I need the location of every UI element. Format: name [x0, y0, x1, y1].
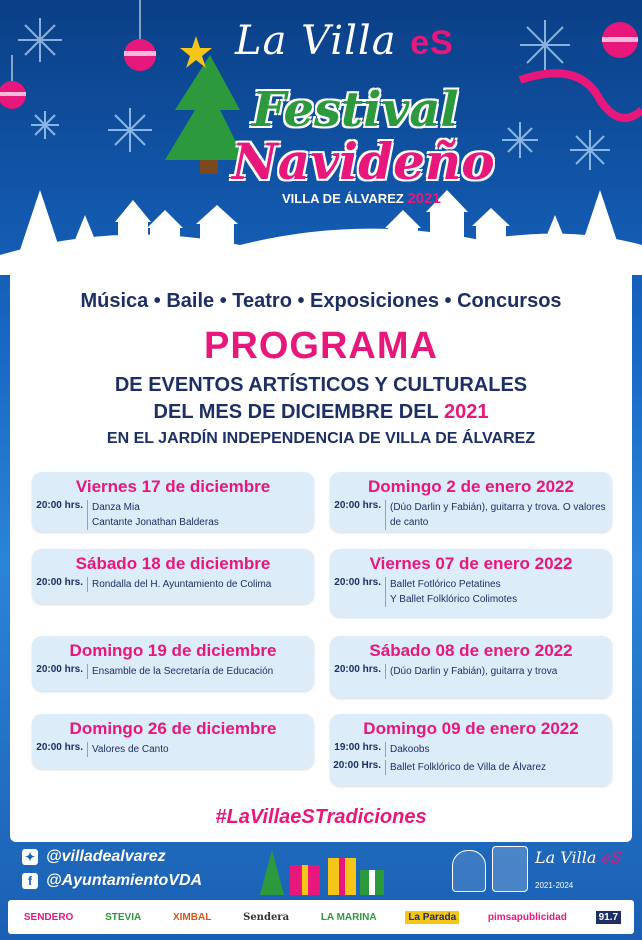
facebook-link[interactable]: [22, 872, 202, 890]
sponsor-logo: LA MARINA: [320, 911, 377, 923]
sponsor-logo: Sendera: [243, 911, 290, 923]
hashtag: #LaVillaeSTradiciones: [215, 806, 427, 828]
sponsor-logo: 91.7: [596, 911, 621, 924]
event-time: 20:00 hrs.: [36, 664, 83, 675]
event-card: [330, 472, 612, 532]
brand-logo: [235, 18, 454, 64]
sponsor-logo: SENDERO: [23, 911, 74, 923]
subtitle-2-text: DEL MES DE DICIEMBRE DEL: [153, 401, 439, 423]
footer-logo-es: eS: [601, 848, 622, 867]
event-act: Ballet Fotlórico Petatines: [390, 579, 501, 590]
festival-title-line2: Navideño: [232, 132, 495, 191]
event-act: Ballet Folklórico de Villa de Álvarez: [390, 762, 547, 773]
festival-year: 2021: [407, 190, 441, 207]
event-row: [330, 760, 612, 775]
event-time: 20:00 hrs.: [334, 664, 381, 675]
event-time: 20:00 hrs.: [36, 500, 83, 511]
event-card: [32, 636, 314, 691]
sponsor-logo: STEVIA: [105, 911, 142, 923]
twitter-link[interactable]: [22, 848, 166, 866]
event-row: [32, 577, 314, 592]
twitter-icon: ✦: [22, 849, 38, 865]
event-date: Viernes 07 de enero 2022: [369, 554, 573, 573]
villa-emblem: [492, 846, 528, 892]
footer-logo-period: 2021-2024: [535, 881, 574, 890]
program-subtitle-2: [0, 401, 642, 424]
footer-logo-text: La Villa: [535, 848, 597, 867]
brand-text: La Villa: [235, 18, 397, 64]
program-subtitle-3: EN EL JARDÍN INDEPENDENCIA DE VILLA DE ÁLVAREZ: [106, 430, 536, 447]
event-act: (Dúo Darlin y Fabián), guitarra y trova. O valores de canto: [390, 502, 606, 528]
sponsors-bar: [8, 900, 634, 934]
municipal-emblem: [452, 850, 486, 892]
footer-logo: [535, 848, 622, 890]
event-time: 20:00 hrs.: [334, 500, 381, 511]
event-card: [32, 714, 314, 769]
festival-title-line1: Festival: [252, 82, 459, 138]
categories: Música • Baile • Teatro • Exposiciones • Concursos: [80, 290, 562, 312]
brand-es: eS: [410, 24, 454, 62]
event-row: [32, 664, 314, 679]
event-card: [330, 549, 612, 617]
event-date: Domingo 2 de enero 2022: [368, 477, 574, 496]
event-row: [330, 664, 612, 679]
sponsor-logo: La Parada: [405, 911, 459, 924]
facebook-icon: f: [22, 873, 38, 889]
event-act: Ensamble de la Secretaría de Educación: [92, 666, 274, 677]
event-card: [330, 714, 612, 786]
festival-location: [282, 190, 441, 207]
event-row: [330, 577, 612, 607]
twitter-handle: @villadealvarez: [46, 848, 166, 865]
event-row: [32, 500, 314, 530]
event-time: 20:00 hrs.: [36, 577, 83, 588]
event-date: Viernes 17 de diciembre: [75, 477, 271, 496]
sponsor-logo: pimsapublicidad: [487, 911, 567, 923]
event-card: [32, 549, 314, 604]
event-act: Rondalla del H. Ayuntamiento de Colima: [92, 579, 272, 590]
event-date: Domingo 19 de diciembre: [69, 641, 277, 660]
event-act: Valores de Canto: [92, 744, 169, 755]
event-time: 19:00 hrs.: [334, 742, 381, 753]
gifts-decoration: [250, 840, 400, 900]
event-card: [330, 636, 612, 698]
facebook-handle: @AyuntamientoVDA: [46, 872, 203, 889]
event-date: Domingo 09 de enero 2022: [363, 719, 579, 738]
event-act: Cantante Jonathan Balderas: [92, 517, 219, 528]
event-date: Sábado 08 de enero 2022: [369, 641, 573, 660]
event-act: Y Ballet Folklórico Colimotes: [390, 594, 518, 605]
event-time: 20:00 Hrs.: [333, 760, 381, 771]
location-text: VILLA DE ÁLVAREZ: [282, 191, 404, 206]
event-row: [32, 742, 314, 757]
event-date: Sábado 18 de diciembre: [75, 554, 271, 573]
event-act: Dakoobs: [390, 744, 430, 755]
event-act: Danza Mia: [92, 502, 140, 513]
event-date: Domingo 26 de diciembre: [69, 719, 277, 738]
event-row: [330, 742, 612, 757]
subtitle-2-year: 2021: [443, 401, 489, 423]
sponsor-logo: XIMBAL: [172, 911, 212, 923]
program-subtitle-1: DE EVENTOS ARTÍSTICOS Y CULTURALES: [114, 374, 528, 396]
event-time: 20:00 hrs.: [36, 742, 83, 753]
event-time: 20:00 hrs.: [334, 577, 381, 588]
event-row: [330, 500, 612, 530]
event-act: (Dúo Darlin y Fabián), guitarra y trova: [390, 666, 558, 677]
program-title: PROGRAMA: [204, 325, 438, 367]
event-card: [32, 472, 314, 532]
